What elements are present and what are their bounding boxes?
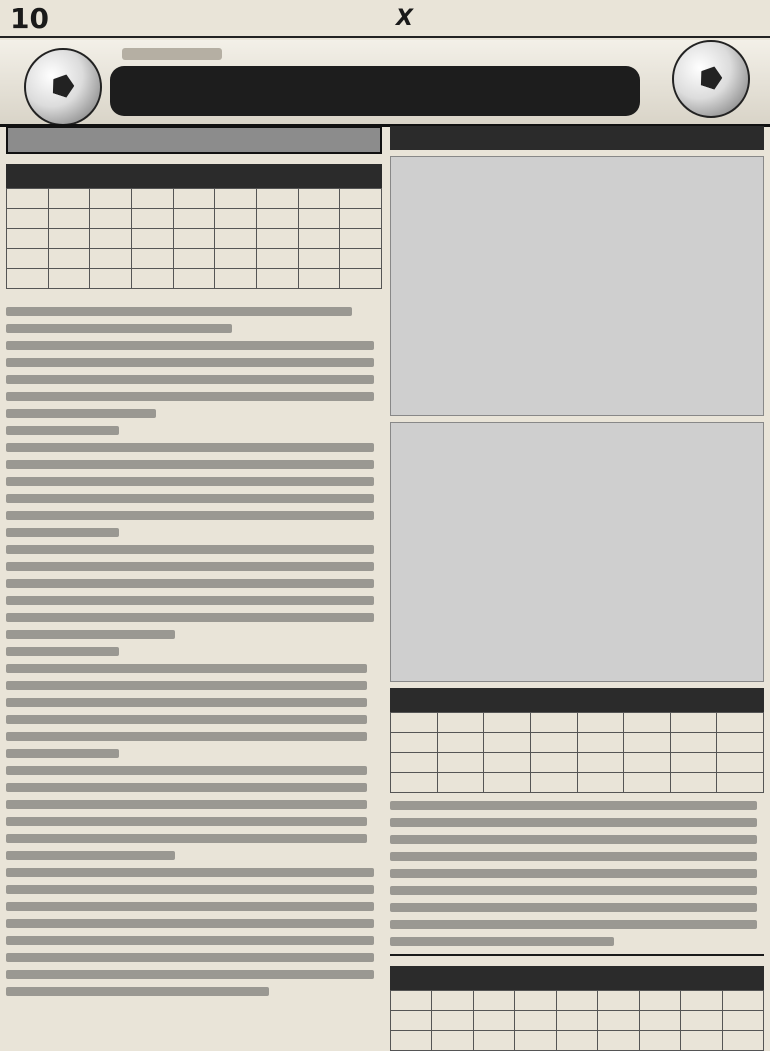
match-heading: [6, 126, 382, 154]
football-icon: [672, 40, 750, 118]
article-body: [0, 126, 770, 1024]
stats-box-one: [390, 156, 764, 416]
head-to-head-table: [6, 188, 382, 289]
masthead-logo: X: [396, 5, 413, 31]
stats-box-two: [390, 422, 764, 682]
section-heading: [390, 688, 764, 712]
section-heading: [6, 164, 382, 188]
prediction-rule: [390, 954, 764, 956]
left-column: [6, 126, 382, 1024]
banner-label: [122, 48, 222, 60]
right-column: [390, 126, 764, 1024]
page-number: 10: [10, 1, 49, 35]
league-table: [390, 990, 764, 1051]
section-heading: [390, 126, 764, 150]
goal-time-table: [390, 712, 764, 793]
section-heading: [390, 966, 764, 990]
title-banner: [0, 40, 770, 127]
page-header: [0, 0, 770, 38]
banner-title: [110, 66, 640, 116]
football-icon: [24, 48, 102, 126]
